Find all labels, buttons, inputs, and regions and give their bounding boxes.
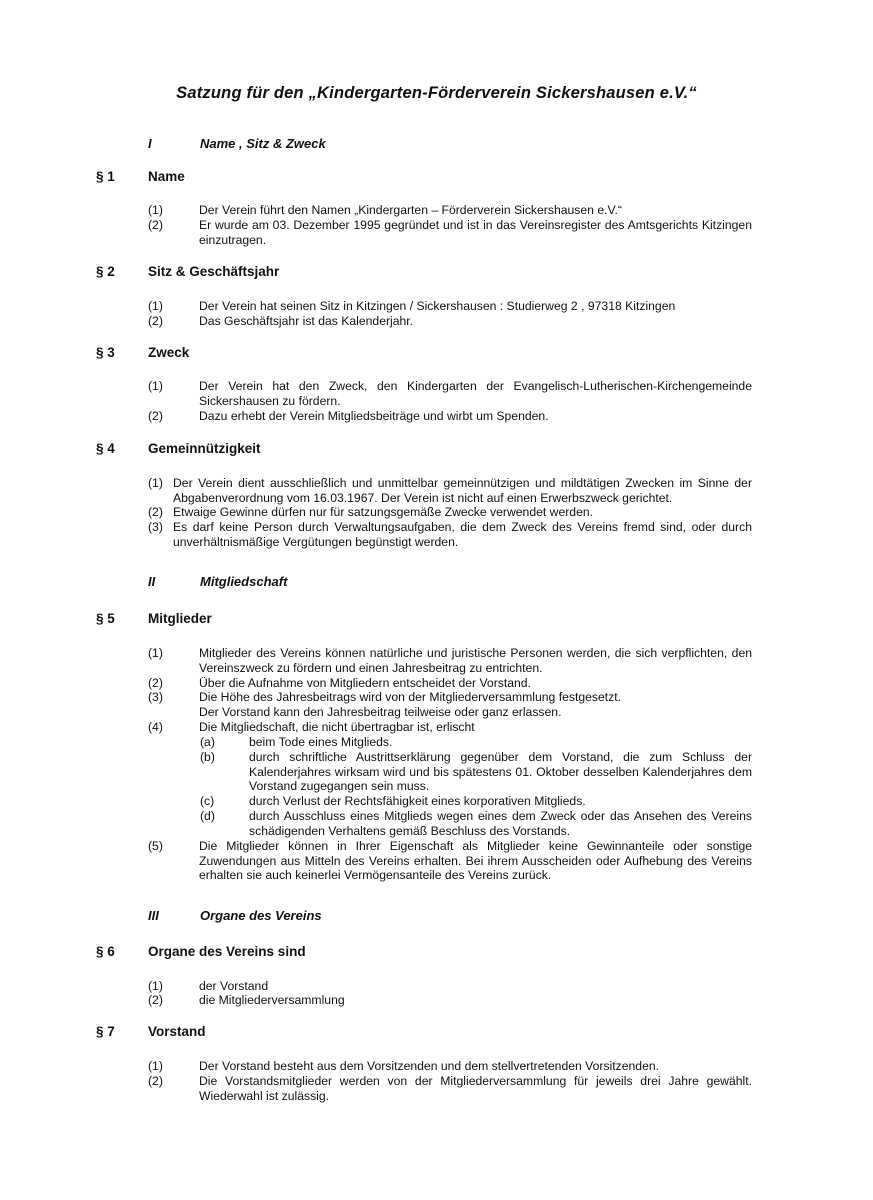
clause-number: (2) — [148, 218, 163, 232]
clause-text: Es darf keine Person durch Verwaltungsaufgaben, die dem Zweck des Vereins fremd sind, oder durch unverhältnismäßige Vergütungen begünstigt werden. — [173, 520, 752, 549]
section-label: Mitglieder — [148, 611, 212, 626]
clause-number: (2) — [148, 409, 163, 423]
clause-text: Der Verein hat den Zweck, den Kindergarten der Evangelisch-Lutherischen-Kirchengemeinde Sickershausen zu fördern. — [199, 379, 752, 408]
clause-number: (1) — [148, 379, 163, 393]
part-heading-1 — [148, 136, 326, 151]
clause — [148, 505, 752, 520]
clause-text: Über die Aufnahme von Mitgliedern entscheidet der Vorstand. — [199, 676, 531, 690]
section-label: Vorstand — [148, 1024, 206, 1039]
subclause-letter: (b) — [200, 750, 215, 764]
clause — [148, 646, 752, 675]
section-heading-3 — [96, 345, 189, 360]
section-sign: § 3 — [96, 345, 115, 360]
section-heading-4 — [96, 441, 261, 456]
section-heading-7 — [96, 1024, 206, 1039]
section-heading-1 — [96, 169, 185, 184]
clause-number: (1) — [148, 646, 163, 660]
subclause-text: durch Ausschluss eines Mitglieds wegen eines dem Zweck oder das Ansehen des Vereins schädigenden Verhaltens gemäß Beschluss des Vorstands. — [249, 809, 752, 838]
subclause-letter: (a) — [200, 735, 215, 749]
clause-number: (1) — [148, 1059, 163, 1073]
clause-number: (4) — [148, 720, 163, 734]
clause — [148, 1059, 752, 1074]
clause-number: (1) — [148, 476, 163, 490]
clause — [148, 676, 752, 691]
section-sign: § 7 — [96, 1024, 115, 1039]
clause-text: Die Mitglieder können in Ihrer Eigenschaft als Mitglieder keine Gewinnanteile oder sonstige Zuwendungen aus Mitteln des Vereins erhalten. Bei ihrem Ausscheiden oder Aufhebung des Vereins erhalten sie auch keinerlei Vermögensanteile des Vereins zurück. — [199, 839, 752, 882]
clause-text: die Mitgliederversammlung — [199, 993, 345, 1007]
clause-text: Der Verein dient ausschließlich und unmittelbar gemeinnützigen und mildtätigen Zwecken im Sinne der Abgabenverordnung vom 16.03.1967. Der Verein ist nicht auf einen Erwerbszweck gerichtet. — [173, 476, 752, 505]
subclause — [200, 750, 752, 794]
clause — [148, 1074, 752, 1103]
subclause-text: beim Tode eines Mitglieds. — [249, 735, 393, 749]
subclause — [200, 809, 752, 838]
section-heading-5 — [96, 611, 212, 626]
section-sign: § 2 — [96, 264, 115, 279]
clause-text: Er wurde am 03. Dezember 1995 gegründet und ist in das Vereinsregister des Amtsgerichts Kitzingen einzutragen. — [199, 218, 752, 247]
section-heading-2 — [96, 264, 279, 279]
clause-number: (2) — [148, 676, 163, 690]
clause — [148, 993, 752, 1008]
clause-text: Die Vorstandsmitglieder werden von der Mitgliederversammlung für jeweils drei Jahre gewählt. Wiederwahl ist zulässig. — [199, 1074, 752, 1103]
section-label: Zweck — [148, 345, 190, 360]
subclause-text: durch Verlust der Rechtsfähigkeit eines korporativen Mitglieds. — [249, 794, 586, 808]
clause-number: (2) — [148, 314, 163, 328]
clause — [148, 476, 752, 505]
subclause — [200, 794, 752, 809]
clause-continuation — [148, 705, 752, 720]
section-sign: § 5 — [96, 611, 115, 626]
subclause-letter: (d) — [200, 809, 215, 823]
clause-text: Der Verein führt den Namen „Kindergarten – Förderverein Sickershausen e.V.“ — [199, 203, 622, 217]
part-label: Name , Sitz & Zweck — [200, 136, 326, 151]
part-heading-3 — [148, 908, 322, 923]
clause-text: Die Höhe des Jahresbeitrags wird von der Mitgliederversammlung festgesetzt. — [199, 690, 622, 704]
part-heading-2 — [148, 574, 287, 589]
clause-number: (1) — [148, 203, 163, 217]
part-number: I — [148, 136, 152, 151]
clause — [148, 379, 752, 408]
clause-number: (2) — [148, 1074, 163, 1088]
clause-text: Der Vorstand kann den Jahresbeitrag teilweise oder ganz erlassen. — [199, 705, 562, 719]
part-number: III — [148, 908, 159, 923]
clause — [148, 299, 752, 314]
section-sign: § 6 — [96, 944, 115, 959]
section-label: Name — [148, 169, 185, 184]
section-sign: § 1 — [96, 169, 115, 184]
clause-text: Das Geschäftsjahr ist das Kalenderjahr. — [199, 314, 414, 328]
clause-text: Der Vorstand besteht aus dem Vorsitzenden und dem stellvertretenden Vorsitzenden. — [199, 1059, 660, 1073]
clause-text: Die Mitgliedschaft, die nicht übertragbar ist, erlischt — [199, 720, 475, 734]
clause-number: (1) — [148, 979, 163, 993]
section-label: Sitz & Geschäftsjahr — [148, 264, 280, 279]
clause-number: (5) — [148, 839, 163, 853]
clause — [148, 314, 752, 329]
part-label: Organe des Vereins — [200, 908, 322, 923]
clause — [148, 218, 752, 247]
part-label: Mitgliedschaft — [200, 574, 288, 589]
section-heading-6 — [96, 944, 306, 959]
document-title: Satzung für den „Kindergarten-Förderverein Sickershausen e.V.“ — [176, 84, 697, 102]
clause-text: Der Verein hat seinen Sitz in Kitzingen / Sickershausen : Studierweg 2 , 97318 Kitzingen — [199, 299, 676, 313]
clause-number: (2) — [148, 993, 163, 1007]
clause — [148, 720, 752, 735]
clause-text: der Vorstand — [199, 979, 269, 993]
subclause — [200, 735, 752, 750]
clause — [148, 690, 752, 705]
clause-number: (2) — [148, 505, 163, 519]
section-label: Organe des Vereins sind — [148, 944, 306, 959]
section-label: Gemeinnützigkeit — [148, 441, 261, 456]
clause-number: (3) — [148, 520, 163, 534]
clause — [148, 979, 752, 994]
section-sign: § 4 — [96, 441, 115, 456]
subclause-text: durch schriftliche Austrittserklärung gegenüber dem Vorstand, die zum Schluss der Kalenderjahres wirksam wird und bis spätestens 01. Oktober desselben Kalenderjahres dem Vorstand zugegangen sein muss. — [249, 750, 752, 793]
clause-text: Etwaige Gewinne dürfen nur für satzungsgemäße Zwecke verwendet werden. — [173, 505, 594, 519]
clause — [148, 839, 752, 883]
clause-text: Mitglieder des Vereins können natürliche und juristische Personen werden, die sich verpflichten, den Vereinszweck zu fördern und einen Jahresbeitrag zu entrichten. — [199, 646, 752, 675]
clause-number: (3) — [148, 690, 163, 704]
clause-number: (1) — [148, 299, 163, 313]
clause — [148, 203, 752, 218]
clause — [148, 520, 752, 549]
subclause-letter: (c) — [200, 794, 215, 808]
clause — [148, 409, 752, 424]
clause-text: Dazu erhebt der Verein Mitgliedsbeiträge und wirbt um Spenden. — [199, 409, 549, 423]
part-number: II — [148, 574, 156, 589]
